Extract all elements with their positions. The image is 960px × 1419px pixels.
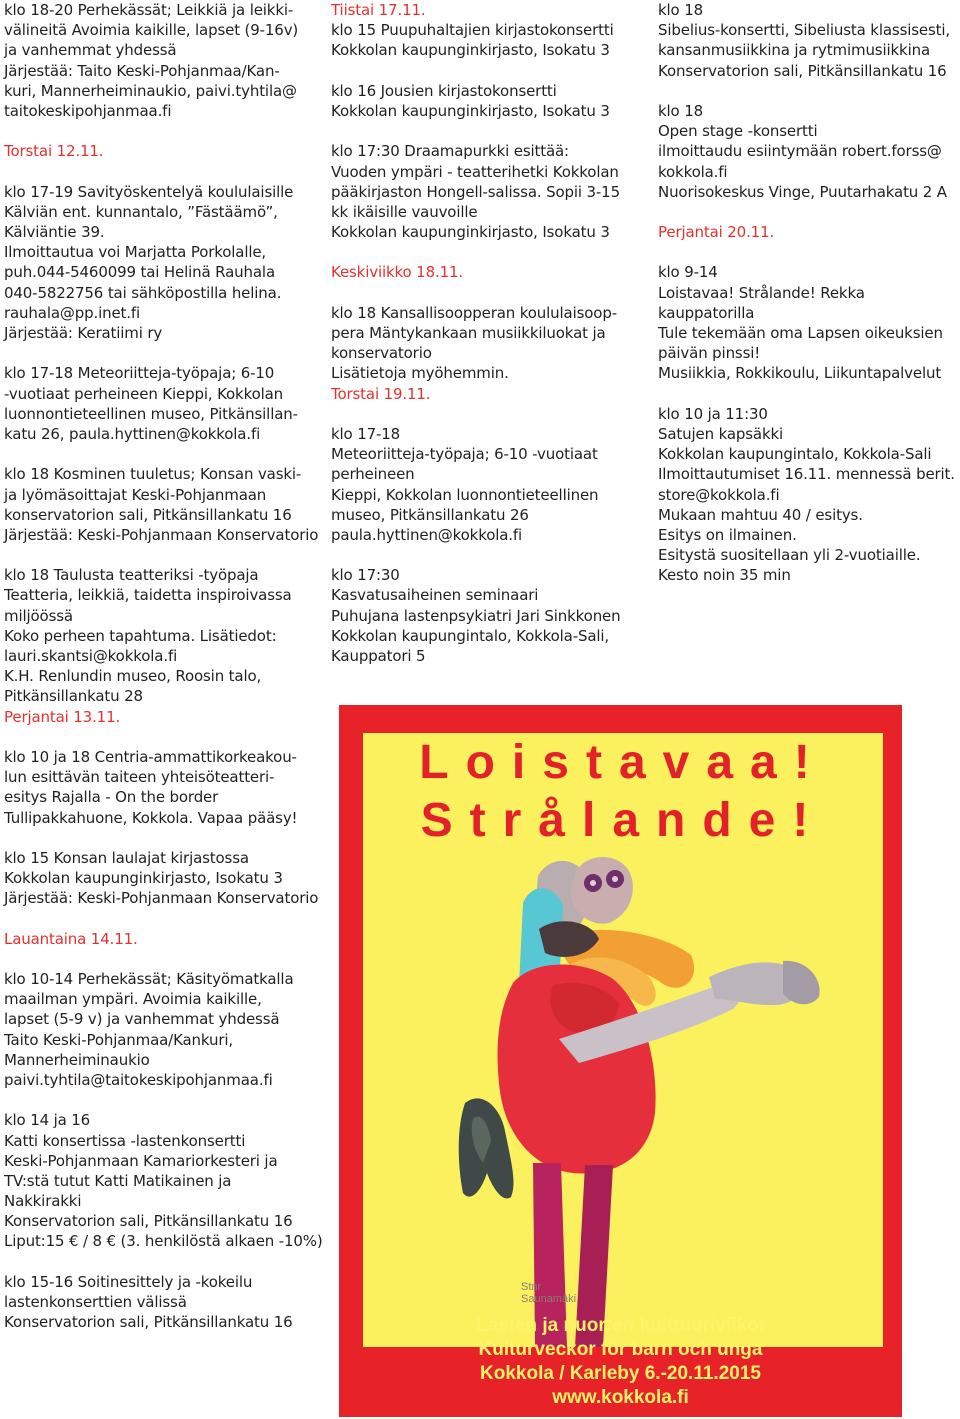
event-text-line: konservatorion sali, Pitkänsillankatu 16 xyxy=(4,505,292,524)
event-text-line: klo 17:30 Draamapurkki esittää: xyxy=(331,142,569,161)
event-text-line: Kauppatori 5 xyxy=(331,647,426,665)
event-text-line: ilmoittaudu esiintymään robert.forss@ xyxy=(658,142,942,161)
event-text-line: kauppatorilla xyxy=(658,303,755,322)
event-text-line: Satujen kapsäkki xyxy=(658,424,784,443)
event-text-line xyxy=(4,1090,322,1110)
event-text-line xyxy=(331,404,649,424)
event-text-line: klo 10 ja 11:30 xyxy=(658,404,768,423)
day-heading: Torstai 12.11. xyxy=(4,142,104,161)
day-heading: Torstai 19.11. xyxy=(331,384,431,403)
event-text-line: klo 18 Kansallisoopperan koululaisoop- xyxy=(331,303,617,322)
event-text-line: store@kokkola.fi xyxy=(658,485,780,504)
poster-footer-website[interactable]: www.kokkola.fi xyxy=(552,1387,689,1408)
event-text-line: Järjestää: Keski-Pohjanmaan Konservatorio xyxy=(4,889,319,908)
event-text-line xyxy=(331,242,649,262)
event-text-line xyxy=(4,444,322,464)
event-text-line: klo 10-14 Perhekässät; Käsityömatkalla xyxy=(4,970,294,988)
event-text-line: -vuotiaat perheineen Kieppi, Kokkolan xyxy=(4,384,284,403)
event-text-line: klo 16 Jousien kirjastokonsertti xyxy=(331,81,557,100)
event-text-line: Mukaan mahtuu 40 / esitys. xyxy=(658,505,863,524)
event-text-line: rauhala@pp.inet.fi xyxy=(4,303,141,322)
signature-line-1: Stnr xyxy=(521,1281,542,1293)
event-text-line: klo 15-16 Soitinesittely ja -kokeilu xyxy=(4,1272,253,1291)
event-text-line: kk ikäisille vauvoille xyxy=(331,202,478,221)
event-text-line: Esitys on ilmainen. xyxy=(658,525,797,544)
event-text-line: Kokkolan kaupungintalo, Kokkola-Sali xyxy=(658,445,932,464)
event-text-line: lapset (5-9 v) ja vanhemmat yhdessä xyxy=(4,1010,280,1029)
event-text-line: klo 10 ja 18 Centria-ammattikorkeakou- xyxy=(4,747,297,766)
event-text-line: päivän pinssi! xyxy=(658,344,761,363)
event-text-line: Kokkolan kaupunginkirjasto, Isokatu 3 xyxy=(4,869,283,888)
events-column-2 xyxy=(331,0,649,666)
event-text-line: Koko perheen tapahtuma. Lisätiedot: xyxy=(4,626,277,645)
event-text-line: kansanmusiikkina ja rytmimusiikkina xyxy=(658,41,931,60)
event-text-line: Konservatorion sali, Pitkänsillankatu 16 xyxy=(658,61,947,80)
event-text-line xyxy=(658,242,960,262)
event-text-line: miljöössä xyxy=(4,606,73,625)
event-text-line: välineitä Avoimia kaikille, lapset (9-16v) xyxy=(4,21,299,40)
event-text-line: ja vanhemmat yhdessä xyxy=(4,41,177,60)
poster-title-line-1: Loistavaa! xyxy=(419,736,827,789)
event-text-line: Järjestää: Keski-Pohjanmaan Konservatorio xyxy=(4,525,319,544)
event-text-line: maailman ympäri. Avoimia kaikille, xyxy=(4,990,262,1009)
event-text-line xyxy=(4,908,322,928)
event-poster xyxy=(339,705,902,1417)
event-text-line xyxy=(4,828,322,848)
event-text-line: pääkirjaston Hongell-salissa. Sopii 3-15 xyxy=(331,182,620,201)
day-heading: Perjantai 13.11. xyxy=(4,707,121,726)
event-text-line: museo, Pitkänsillankatu 26 xyxy=(331,505,529,524)
event-text-line xyxy=(4,545,322,565)
event-text-line: Konservatorion sali, Pitkänsillankatu 16 xyxy=(4,1313,293,1332)
event-text-line: Liput:15 € / 8 € (3. henkilöstä alkaen -10%) xyxy=(4,1232,323,1251)
event-text-line xyxy=(4,949,322,969)
event-text-line: Kokkolan kaupungintalo, Kokkola-Sali, xyxy=(331,626,610,645)
event-text-line: kokkola.fi xyxy=(658,162,728,181)
event-text-line xyxy=(658,202,960,222)
event-text-line: Kokkolan kaupunginkirjasto, Isokatu 3 xyxy=(331,41,610,60)
event-text-line: esitys Rajalla - On the border xyxy=(4,788,219,807)
event-text-line: Open stage -konsertti xyxy=(658,122,818,141)
day-heading: Lauantaina 14.11. xyxy=(4,929,138,948)
poster-title-line-2: Strålande! xyxy=(420,794,826,847)
event-text-line xyxy=(331,61,649,81)
event-text-line xyxy=(658,384,960,404)
event-text-line: klo 18 Taulusta teatteriksi -työpaja xyxy=(4,566,259,585)
events-column-3 xyxy=(658,0,960,585)
event-text-line: Kälviäntie 39. xyxy=(4,223,105,242)
event-text-line xyxy=(4,121,322,141)
poster-footer xyxy=(339,1314,902,1410)
event-text-line: Lisätietoja myöhemmin. xyxy=(331,364,509,383)
event-text-line: Kasvatusaiheinen seminaari xyxy=(331,586,539,605)
event-text-line: Ilmoittautumiset 16.11. mennessä berit. xyxy=(658,465,955,484)
event-text-line: Kokkolan kaupunginkirjasto, Isokatu 3 xyxy=(331,101,610,120)
day-heading: Tiistai 17.11. xyxy=(331,1,426,19)
day-heading: Perjantai 20.11. xyxy=(658,223,775,242)
poster-artwork-area xyxy=(363,733,883,1347)
event-text-line: klo 18 Kosminen tuuletus; Konsan vaski- xyxy=(4,465,302,484)
event-text-line: klo 17-18 xyxy=(331,424,401,443)
event-text-line: Kesto noin 35 min xyxy=(658,566,791,585)
event-text-line: klo 15 Konsan laulajat kirjastossa xyxy=(4,848,249,867)
event-text-line: klo 17-19 Savityöskentelyä koululaisille xyxy=(4,182,294,201)
event-text-line: taitokeskipohjanmaa.fi xyxy=(4,101,172,120)
event-text-line: paula.hyttinen@kokkola.fi xyxy=(331,525,523,544)
event-text-line xyxy=(4,162,322,182)
event-text-line: klo 18-20 Perhekässät; Leikkiä ja leikki- xyxy=(4,1,294,19)
event-text-line: puh.044-5460099 tai Helinä Rauhala xyxy=(4,263,275,282)
event-text-line: klo 17:30 xyxy=(331,566,400,585)
event-text-line: klo 15 Puupuhaltajien kirjastokonsertti xyxy=(331,21,614,40)
event-text-line xyxy=(658,81,960,101)
event-text-line: klo 18 xyxy=(658,1,703,19)
event-text-line: ja lyömäsoittajat Keski-Pohjanmaan xyxy=(4,485,267,504)
event-text-line: konservatorio xyxy=(331,344,432,363)
event-text-line: klo 18 xyxy=(658,101,703,120)
day-heading: Keskiviikko 18.11. xyxy=(331,263,463,282)
event-text-line xyxy=(331,545,649,565)
event-text-line: Sibelius-konsertti, Sibeliusta klassisesti, xyxy=(658,21,951,40)
event-text-line: Puhujana lastenpsykiatri Jari Sinkkonen xyxy=(331,606,621,625)
event-text-line: 040-5822756 tai sähköpostilla helina. xyxy=(4,283,282,302)
event-text-line: Kälviän ent. kunnantalo, ”Fästäämö”, xyxy=(4,202,278,221)
event-text-line: K.H. Renlundin museo, Roosin talo, xyxy=(4,667,262,686)
event-text-line xyxy=(4,727,322,747)
event-text-line: klo 9-14 xyxy=(658,263,718,282)
event-text-line: Pitkänsillankatu 28 xyxy=(4,687,143,706)
event-text-line: klo 14 ja 16 xyxy=(4,1111,91,1130)
event-text-line: katu 26, paula.hyttinen@kokkola.fi xyxy=(4,424,261,443)
event-text-line: klo 17-18 Meteoriitteja-työpaja; 6-10 xyxy=(4,364,275,383)
event-text-line xyxy=(4,343,322,363)
event-text-line: Tullipakkahuone, Kokkola. Vapaa pääsy! xyxy=(4,808,298,827)
event-text-line: perheineen xyxy=(331,465,415,484)
event-text-line: lauri.skantsi@kokkola.fi xyxy=(4,647,178,665)
poster-footer-line-3: Kokkola / Karleby 6.-20.11.2015 xyxy=(480,1363,761,1384)
event-text-line: Teatteria, leikkiä, taidetta inspiroivassa xyxy=(4,586,292,605)
event-text-line: Vuoden ympäri - teatterihetki Kokkolan xyxy=(331,162,619,181)
event-text-line xyxy=(4,1252,322,1272)
signature-line-2: Saunamäki xyxy=(521,1293,577,1305)
event-text-line: Loistavaa! Strålande! Rekka xyxy=(658,283,865,302)
event-text-line: Keski-Pohjanmaan Kamariorkesteri ja xyxy=(4,1151,278,1170)
event-text-line: TV:stä tutut Katti Matikainen ja xyxy=(4,1171,232,1190)
event-text-line: Tule tekemään oma Lapsen oikeuksien xyxy=(658,324,943,342)
event-text-line: Katti konsertissa -lastenkonsertti xyxy=(4,1131,246,1150)
event-text-line: Nuorisokeskus Vinge, Puutarhakatu 2 A xyxy=(658,182,947,201)
event-text-line: Musiikkia, Rokkikoulu, Liikuntapalvelut xyxy=(658,364,942,383)
event-text-line: Esitystä suositellaan yli 2-vuotiaille. xyxy=(658,546,921,565)
poster-footer-line-1: Lasten ja nuorten kulttuuriviikot xyxy=(475,1315,766,1336)
event-text-line: luonnontieteellinen museo, Pitkänsillan- xyxy=(4,404,298,423)
event-text-line: Järjestää: Keratiimi ry xyxy=(4,324,163,342)
event-text-line: paivi.tyhtila@taitokeskipohjanmaa.fi xyxy=(4,1070,273,1089)
event-text-line: Järjestää: Taito Keski-Pohjanmaa/Kan- xyxy=(4,61,280,80)
event-text-line: pera Mäntykankaan musiikkiluokat ja xyxy=(331,324,606,342)
events-column-1 xyxy=(4,0,322,1332)
event-text-line: lastenkonserttien välissä xyxy=(4,1293,187,1311)
event-text-line: Meteoriitteja-työpaja; 6-10 -vuotiaat xyxy=(331,445,598,464)
event-text-line: lun esittävän taiteen yhteisöteatteri- xyxy=(4,768,275,787)
event-text-line: Ilmoittautua voi Marjatta Porkolalle, xyxy=(4,243,267,262)
poster-footer-line-2: Kulturveckor för barn och unga xyxy=(478,1339,763,1360)
event-text-line xyxy=(331,283,649,303)
event-text-line: Nakkirakki xyxy=(4,1192,82,1211)
event-text-line: Kokkolan kaupunginkirjasto, Isokatu 3 xyxy=(331,223,610,242)
event-text-line: Mannerheiminaukio xyxy=(4,1050,150,1069)
artist-signature xyxy=(521,1281,576,1305)
event-text-line: Kieppi, Kokkolan luonnontieteellinen xyxy=(331,485,599,504)
event-text-line: Konservatorion sali, Pitkänsillankatu 16 xyxy=(4,1212,293,1231)
event-text-line: Taito Keski-Pohjanmaa/Kankuri, xyxy=(4,1030,233,1049)
event-text-line: kuri, Mannerheiminaukio, paivi.tyhtila@ xyxy=(4,81,297,100)
event-text-line xyxy=(331,121,649,141)
